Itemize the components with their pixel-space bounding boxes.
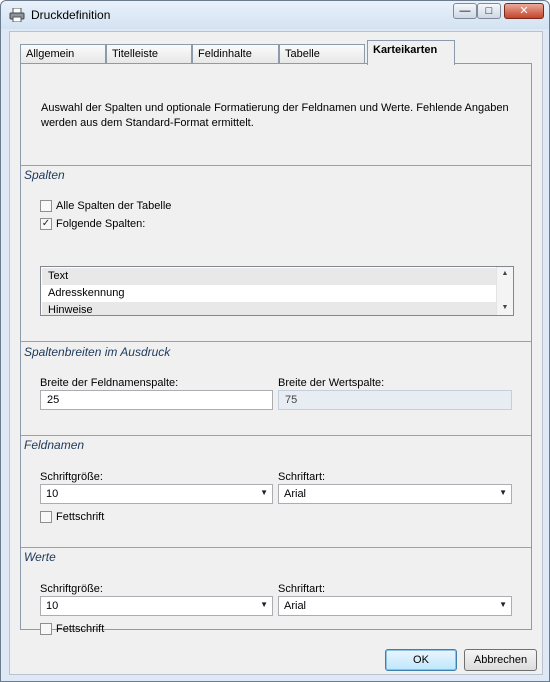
section-heading-spaltenbreiten: Spaltenbreiten im Ausdruck [24, 345, 171, 359]
chevron-down-icon[interactable]: ▼ [260, 488, 268, 497]
dialog-client-area [9, 31, 543, 675]
values-font-select[interactable] [278, 596, 512, 616]
values-bold-checkbox[interactable] [40, 623, 52, 635]
checkmark-icon: ✓ [41, 218, 51, 229]
chevron-down-icon[interactable]: ▼ [260, 600, 268, 609]
value-width-label: Breite der Wertspalte: [278, 377, 385, 389]
tab-allgemein[interactable]: Allgemein [20, 44, 106, 64]
section-heading-feldnamen: Feldnamen [24, 438, 85, 452]
section-divider [21, 435, 531, 436]
section-divider [21, 341, 531, 342]
fieldname-bold-checkbox[interactable] [40, 511, 52, 523]
close-button[interactable] [504, 3, 544, 19]
close-icon: ✕ [519, 4, 529, 17]
tab-tabelle[interactable]: Tabelle [279, 44, 365, 64]
minimize-button[interactable] [453, 3, 477, 19]
minimize-icon: — [459, 4, 471, 17]
tab-karteikarten[interactable]: Karteikarten [367, 40, 455, 65]
fieldname-size-select[interactable] [40, 484, 273, 504]
values-size-select[interactable] [40, 596, 273, 616]
fieldname-bold-label: Fettschrift [56, 511, 105, 523]
values-font-label: Schriftart: [278, 583, 326, 595]
fieldname-font-select[interactable] [278, 484, 512, 504]
maximize-button[interactable] [477, 3, 501, 19]
fieldname-width-input[interactable]: 25 [40, 390, 273, 410]
chevron-down-icon[interactable]: ▼ [499, 488, 507, 497]
section-divider [21, 165, 531, 166]
fieldname-size-value: 10 [46, 488, 59, 500]
fieldname-font-value: Arial [284, 488, 307, 500]
maximize-icon: □ [485, 4, 493, 17]
title-bar[interactable] [1, 1, 549, 29]
tab-titelleiste[interactable]: Titelleiste [106, 44, 192, 64]
columns-listbox[interactable] [40, 266, 514, 316]
fieldname-width-label: Breite der Feldnamenspalte: [40, 377, 179, 389]
cancel-button[interactable]: Abbrechen [464, 649, 537, 671]
list-item[interactable]: Hinweise [42, 302, 497, 316]
fieldname-size-label: Schriftgröße: [40, 471, 103, 483]
section-divider [21, 547, 531, 548]
following-columns-label: Folgende Spalten: [56, 218, 146, 230]
values-size-value: 10 [46, 600, 59, 612]
value-width-input: 75 [278, 390, 512, 410]
chevron-down-icon[interactable]: ▼ [499, 600, 507, 609]
section-heading-spalten: Spalten [24, 168, 65, 182]
printer-icon [9, 8, 25, 22]
fieldname-font-label: Schriftart: [278, 471, 326, 483]
values-size-label: Schriftgröße: [40, 583, 103, 595]
all-columns-label: Alle Spalten der Tabelle [56, 200, 172, 212]
ok-button[interactable]: OK [385, 649, 457, 671]
scroll-up-icon[interactable]: ▲ [501, 270, 509, 277]
section-heading-werte: Werte [24, 550, 56, 564]
scroll-down-icon[interactable]: ▼ [501, 304, 509, 311]
values-bold-label: Fettschrift [56, 623, 105, 635]
following-columns-checkbox[interactable] [40, 218, 52, 230]
tab-feldinhalte[interactable]: Feldinhalte [192, 44, 279, 64]
listbox-scrollbar[interactable] [496, 267, 513, 315]
description-text: Auswahl der Spalten und optionale Formatierung der Feldnamen und Werte. Fehlende Angaben werden aus dem Standard-Format ermittelt. [41, 102, 509, 129]
list-item[interactable]: Adresskennung [48, 287, 125, 299]
values-font-value: Arial [284, 600, 307, 612]
list-item[interactable]: Text [42, 268, 497, 285]
window-title: Druckdefinition [31, 8, 111, 22]
tab-panel-karteikarten [20, 63, 532, 635]
all-columns-checkbox[interactable] [40, 200, 52, 212]
